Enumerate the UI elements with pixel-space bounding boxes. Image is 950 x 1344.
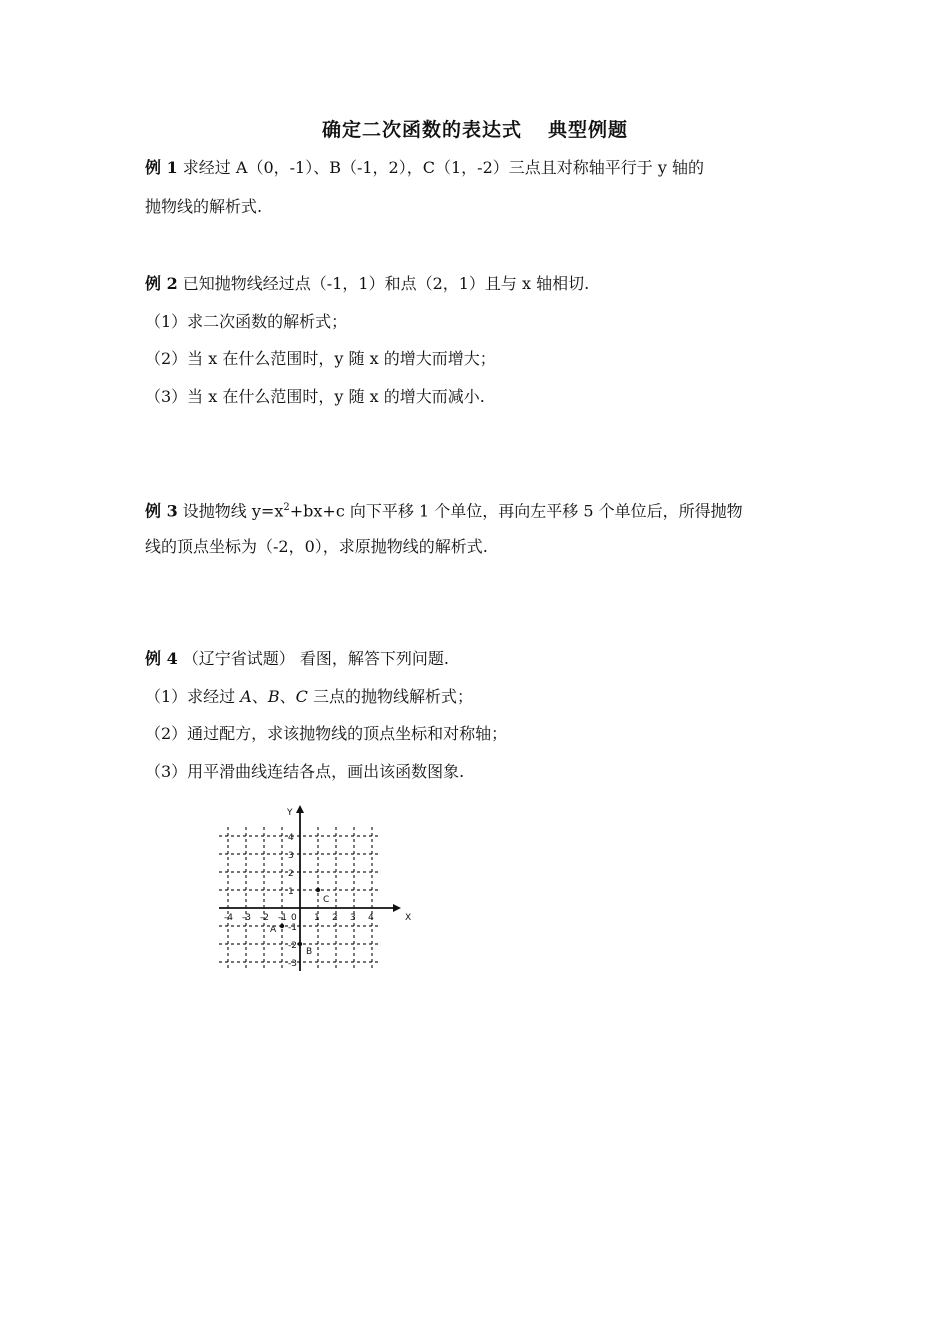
- x-tick-label: 0: [291, 913, 297, 923]
- x-axis-label: X: [405, 913, 412, 923]
- x-tick-label: 3: [350, 913, 356, 923]
- y-tick-label: -3: [288, 959, 297, 969]
- y-tick-label: 4: [288, 833, 294, 843]
- y-axis-arrow: [296, 805, 304, 813]
- example-3-line1: 例 3 设抛物线 $y=x^2+bx+c$ 向下平移 1 个单位，再向左平移 5 个单位后，所得抛物: [145, 501, 743, 521]
- x-tick-label: -2: [260, 913, 269, 923]
- y-axis-label: Y: [287, 808, 293, 818]
- point-label-a: A: [270, 925, 277, 935]
- example-1-line2: 抛物线的解析式.: [145, 197, 263, 216]
- example-4-q2: （2）通过配方，求该抛物线的顶点坐标和对称轴；: [145, 724, 508, 743]
- point-b: [298, 942, 302, 946]
- example-2-q1: （1）求二次函数的解析式；: [145, 312, 348, 331]
- example-4-line1: 例 4 （辽宁省试题） 看图，解答下列问题.: [145, 649, 449, 668]
- y-tick-label: 2: [288, 869, 294, 879]
- point-label-b: B: [306, 947, 313, 957]
- point-c: [316, 888, 320, 892]
- example-4-q3: （3）用平滑曲线连结各点，画出该函数图象.: [145, 762, 465, 781]
- point-a: [280, 924, 284, 928]
- x-tick-label: 1: [314, 913, 320, 923]
- point-label-c: C: [323, 895, 330, 905]
- x-tick-label: 2: [332, 913, 338, 923]
- y-tick-label: -1: [288, 923, 297, 933]
- x-tick-label: 4: [368, 913, 374, 923]
- x-tick-label: -1: [278, 913, 287, 923]
- example-4-q1: （1）求经过 A、B、C 三点的抛物线解析式；: [145, 687, 473, 706]
- example-2-q3: （3）当 x 在什么范围时，y 随 x 的增大而减小.: [145, 387, 485, 406]
- example-1-line1: 例 1 求经过 A（0，-1）、B（-1，2），C（1，-2）三点且对称轴平行于 y 轴的: [145, 158, 704, 177]
- y-tick-label: 3: [288, 851, 294, 861]
- page-title: 确定二次函数的表达式 典型例题: [321, 119, 629, 141]
- y-tick-label: 1: [288, 887, 294, 897]
- example-3-line2: 线的顶点坐标为（-2，0），求原抛物线的解析式.: [145, 537, 488, 556]
- example-2-line1: 例 2 已知抛物线经过点（-1，1）和点（2，1）且与 x 轴相切.: [145, 274, 590, 293]
- x-tick-label: -4: [224, 913, 233, 923]
- y-tick-label: -2: [288, 941, 297, 951]
- example-2-q2: （2）当 x 在什么范围时，y 随 x 的增大而增大；: [145, 349, 496, 368]
- x-axis-arrow: [393, 904, 401, 912]
- x-tick-label: -3: [242, 913, 251, 923]
- coordinate-grid-figure: [205, 790, 415, 985]
